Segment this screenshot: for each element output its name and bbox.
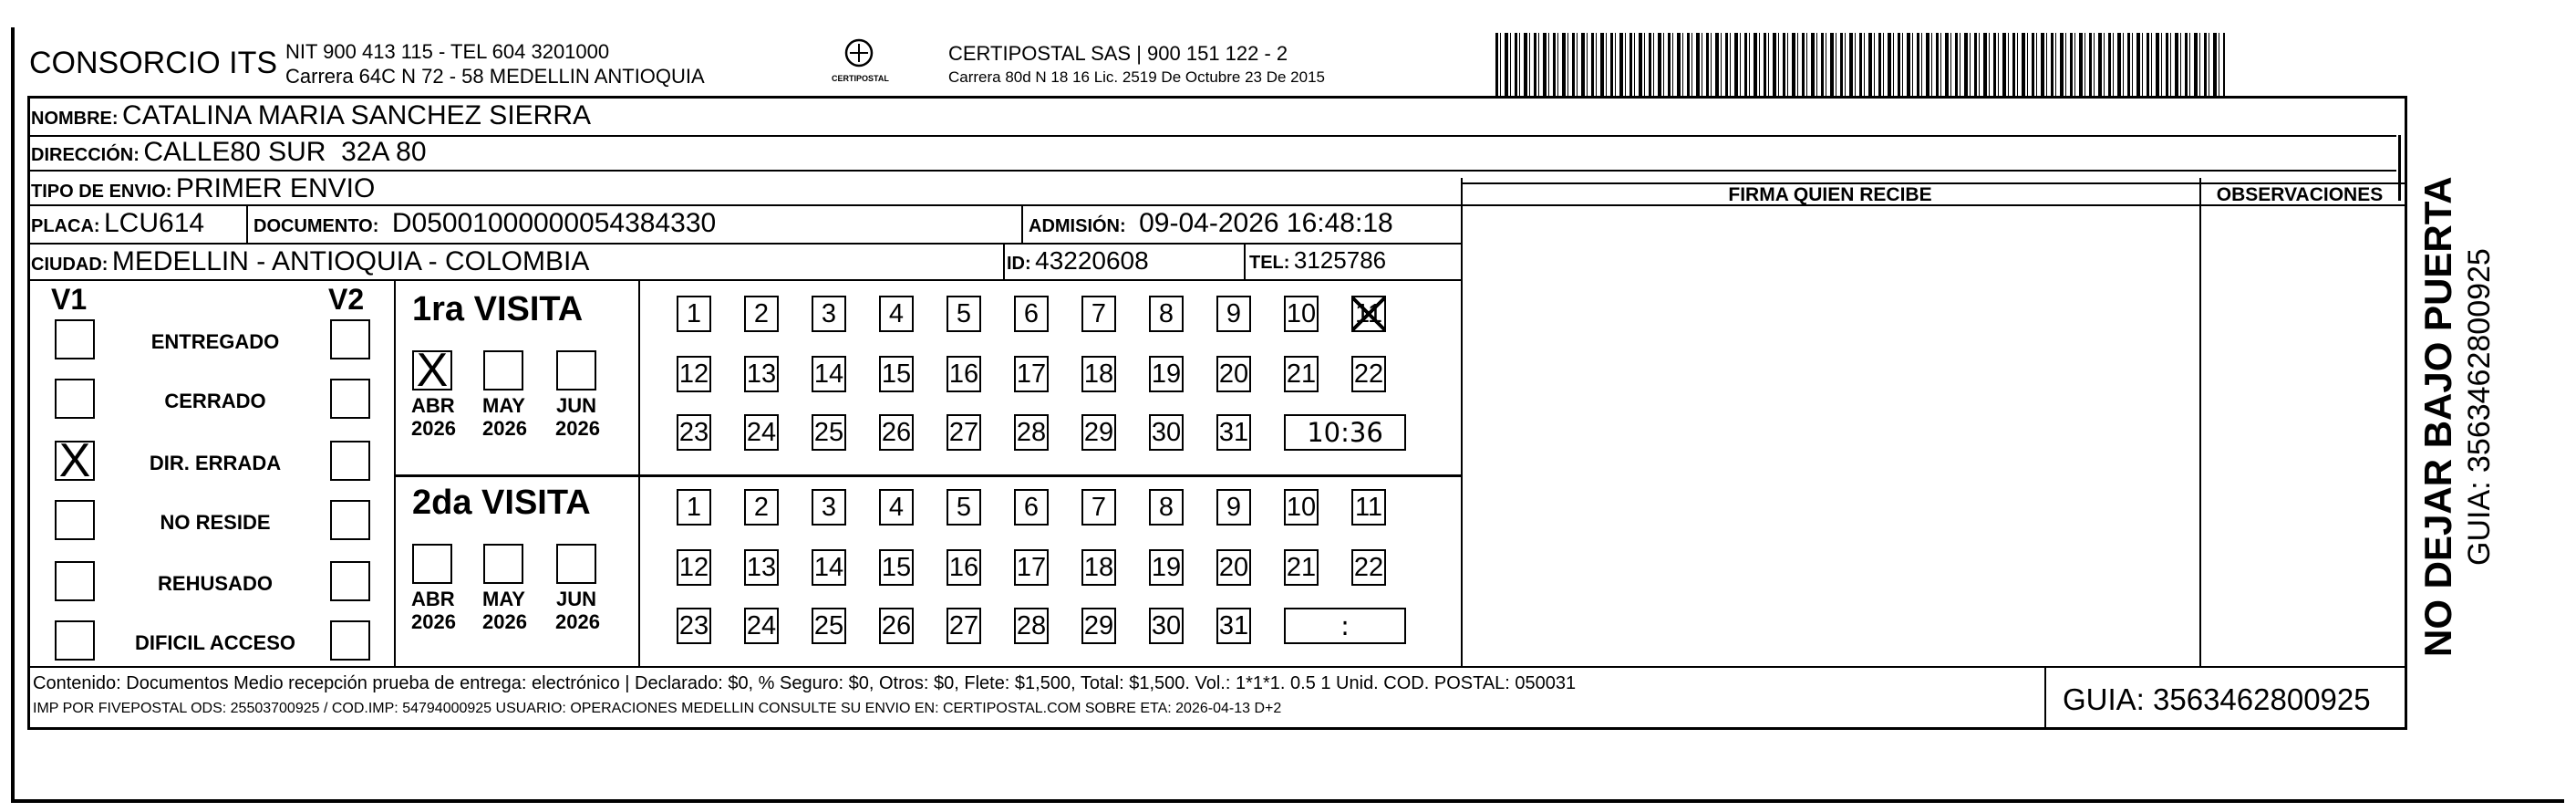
day-box[interactable]: 1: [677, 296, 711, 332]
day-box[interactable]: 15: [879, 549, 914, 586]
month-year: 2026: [555, 610, 600, 633]
company-nit: NIT 900 413 115 - TEL 604 3201000: [285, 40, 610, 63]
day-box[interactable]: 24: [744, 414, 779, 451]
day-box[interactable]: 5: [947, 489, 981, 526]
day-box[interactable]: 16: [947, 549, 981, 586]
ciudad-label: CIUDAD:: [31, 255, 109, 275]
tel-label: TEL:: [1249, 253, 1290, 273]
tel-value: 3125786: [1293, 246, 1387, 274]
v1-checkbox[interactable]: [55, 620, 95, 661]
placa-value: LCU614: [104, 208, 205, 238]
day-box[interactable]: 14: [812, 549, 846, 586]
day-box[interactable]: 22: [1351, 356, 1386, 392]
visita2-title: 2da VISITA: [412, 484, 591, 522]
day-box[interactable]: 20: [1216, 356, 1251, 392]
status-label: REHUSADO: [158, 572, 273, 595]
company-address: Carrera 64C N 72 - 58 MEDELLIN ANTIOQUIA: [285, 65, 705, 88]
status-label: DIR. ERRADA: [149, 452, 282, 474]
certipostal-logo: [832, 36, 889, 93]
nombre-value: CATALINA MARIA SANCHEZ SIERRA: [122, 100, 591, 130]
day-box[interactable]: 2: [744, 489, 779, 526]
v2-checkbox[interactable]: [330, 500, 370, 540]
v1-header: V1: [51, 283, 88, 316]
status-label: ENTREGADO: [150, 330, 280, 353]
day-box[interactable]: 9: [1216, 489, 1251, 526]
v1-checkbox[interactable]: [55, 379, 95, 419]
status-label: DIFICIL ACCESO: [134, 631, 295, 654]
day-box[interactable]: 16: [947, 356, 981, 392]
day-box[interactable]: 3: [812, 296, 846, 332]
nombre-field: [31, 100, 591, 131]
direccion-label: DIRECCIÓN:: [31, 145, 140, 165]
ciudad-field: [31, 246, 589, 277]
month-checkbox[interactable]: [412, 344, 452, 397]
day-box[interactable]: 14: [812, 356, 846, 392]
direccion-field: [31, 137, 427, 168]
documento-field: [253, 208, 716, 239]
month-label: [555, 394, 600, 440]
id-field: [1007, 246, 1149, 276]
footer-content: Contenido: Documentos Medio recepción prueba de entrega: electrónico | Declarado: $0, % Seguro: $0, Otros: $0, Flete: $1,500, Total: $1,500. Vol.: 1*1*1. 0.5 1 Unid. COD. POSTAL: 050031: [33, 673, 1577, 693]
day-box[interactable]: 31: [1216, 414, 1251, 451]
day-box[interactable]: 23: [677, 414, 711, 451]
nombre-label: NOMBRE:: [31, 109, 119, 129]
day-box[interactable]: 27: [947, 608, 981, 644]
month-label: [482, 394, 527, 440]
day-box[interactable]: 17: [1014, 549, 1049, 586]
day-box[interactable]: 18: [1081, 356, 1116, 392]
day-box[interactable]: 21: [1284, 549, 1319, 586]
day-box[interactable]: 10: [1284, 296, 1319, 332]
month-year: 2026: [482, 417, 527, 440]
day-box[interactable]: 19: [1149, 549, 1184, 586]
v2-checkbox[interactable]: [330, 319, 370, 359]
day-box[interactable]: 8: [1149, 489, 1184, 526]
day-box[interactable]: 19: [1149, 356, 1184, 392]
carrier-address: Carrera 80d N 18 16 Lic. 2519 De Octubre 23 De 2015: [948, 68, 1325, 86]
day-box[interactable]: 29: [1081, 608, 1116, 644]
month-name: JUN: [555, 394, 596, 417]
month-name: MAY: [482, 394, 525, 417]
admision-label: ADMISIÓN:: [1029, 216, 1126, 236]
status-label: NO RESIDE: [160, 511, 271, 534]
v2-checkbox[interactable]: [330, 561, 370, 601]
documento-label: DOCUMENTO:: [253, 216, 379, 236]
day-box[interactable]: 26: [879, 414, 914, 451]
placa-label: PLACA:: [31, 216, 100, 236]
visita1-title: 1ra VISITA: [412, 290, 584, 328]
logo-emblem-icon: [843, 36, 875, 69]
admision-field: [1029, 208, 1393, 239]
day-box[interactable]: 11: [1351, 489, 1386, 526]
day-box[interactable]: 6: [1014, 489, 1049, 526]
day-box[interactable]: 27: [947, 414, 981, 451]
day-box[interactable]: 7: [1081, 296, 1116, 332]
firma-header: FIRMA QUIEN RECIBE: [1728, 184, 1932, 205]
barcode: [1495, 33, 2225, 97]
day-box[interactable]: 4: [879, 489, 914, 526]
day-box[interactable]: 12: [677, 549, 711, 586]
day-box[interactable]: 10: [1284, 489, 1319, 526]
month-checkbox[interactable]: [483, 350, 523, 390]
month-year: 2026: [411, 610, 456, 633]
direccion-value: CALLE80 SUR 32A 80: [143, 137, 427, 167]
month-label: [482, 588, 527, 633]
v2-header: V2: [328, 283, 365, 316]
day-box[interactable]: 8: [1149, 296, 1184, 332]
month-name: MAY: [482, 588, 525, 610]
v1-checkbox[interactable]: [55, 561, 95, 601]
day-box[interactable]: 6: [1014, 296, 1049, 332]
documento-value: D05001000000054384330: [391, 208, 717, 238]
v2-checkbox[interactable]: [330, 379, 370, 419]
day-box[interactable]: 13: [744, 549, 779, 586]
month-label: [411, 394, 456, 440]
month-name: ABR: [411, 394, 455, 417]
id-label: ID:: [1007, 254, 1031, 274]
day-box[interactable]: 21: [1284, 356, 1319, 392]
month-label: [411, 588, 456, 633]
side-guia: GUIA: 3563462800925: [2462, 248, 2497, 566]
month-checkbox[interactable]: [483, 544, 523, 584]
tipo-envio-value: PRIMER ENVIO: [175, 173, 376, 203]
day-box[interactable]: 7: [1081, 489, 1116, 526]
day-box[interactable]: 31: [1216, 608, 1251, 644]
day-box[interactable]: 24: [744, 608, 779, 644]
day-box[interactable]: 22: [1351, 549, 1386, 586]
month-label: [555, 588, 600, 633]
day-box[interactable]: 30: [1149, 608, 1184, 644]
check-mark: X: [58, 434, 91, 487]
id-value: 43220608: [1035, 246, 1149, 275]
day-box[interactable]: 2: [744, 296, 779, 332]
time-box[interactable]: :: [1284, 608, 1406, 644]
day-box[interactable]: 30: [1149, 414, 1184, 451]
month-checkbox[interactable]: [556, 544, 596, 584]
carrier-name: CERTIPOSTAL SAS | 900 151 122 - 2: [948, 42, 1288, 65]
day-box[interactable]: 28: [1014, 608, 1049, 644]
tipo-envio-label: TIPO DE ENVIO:: [31, 182, 172, 202]
day-box[interactable]: 15: [879, 356, 914, 392]
day-box[interactable]: 25: [812, 414, 846, 451]
footer-guia: GUIA: 3563462800925: [2063, 682, 2371, 716]
month-name: JUN: [555, 588, 596, 610]
day-box[interactable]: 29: [1081, 414, 1116, 451]
v1-checkbox[interactable]: [55, 319, 95, 359]
ciudad-value: MEDELLIN - ANTIOQUIA - COLOMBIA: [111, 246, 590, 276]
day-box[interactable]: 20: [1216, 549, 1251, 586]
day-box[interactable]: 1: [677, 489, 711, 526]
observaciones-header: OBSERVACIONES: [2216, 184, 2384, 205]
tipo-envio-field: [31, 173, 375, 204]
month-name: ABR: [411, 588, 455, 610]
day-box[interactable]: 9: [1216, 296, 1251, 332]
v1-checkbox[interactable]: [55, 434, 95, 487]
placa-field: [31, 208, 204, 239]
month-year: 2026: [482, 610, 527, 633]
v1-checkbox[interactable]: [55, 500, 95, 540]
footer-imp: IMP POR FIVEPOSTAL ODS: 25503700925 / COD.IMP: 54794000925 USUARIO: OPERACIONES MEDELLIN CONSULTE SU ENVIO EN: CERTIPOSTAL.COM SOBRE ETA: 2026-04-13 D+2: [33, 701, 1282, 716]
side-warning: NO DEJAR BAJO PUERTA: [2416, 176, 2459, 657]
month-year: 2026: [555, 417, 600, 440]
day-box[interactable]: 12: [677, 356, 711, 392]
check-mark: X: [416, 344, 449, 397]
time-box[interactable]: 10:36: [1284, 414, 1406, 451]
day-box[interactable]: 3: [812, 489, 846, 526]
day-box[interactable]: 5: [947, 296, 981, 332]
month-year: 2026: [411, 417, 456, 440]
day-box[interactable]: 4: [879, 296, 914, 332]
admision-value: 09-04-2026 16:48:18: [1139, 208, 1393, 238]
day-box[interactable]: 26: [879, 608, 914, 644]
logo-text: CERTIPOSTAL: [832, 74, 889, 83]
day-box[interactable]: 17: [1014, 356, 1049, 392]
day-box[interactable]: 11: [1351, 296, 1386, 332]
day-box[interactable]: 13: [744, 356, 779, 392]
tel-field: [1249, 246, 1386, 275]
status-label: CERRADO: [164, 390, 266, 412]
v2-checkbox[interactable]: [330, 620, 370, 661]
month-checkbox[interactable]: [556, 350, 596, 390]
day-box[interactable]: 28: [1014, 414, 1049, 451]
month-checkbox[interactable]: [412, 544, 452, 584]
day-box[interactable]: 23: [677, 608, 711, 644]
company-name: CONSORCIO ITS: [29, 46, 278, 80]
v2-checkbox[interactable]: [330, 441, 370, 481]
day-box[interactable]: 25: [812, 608, 846, 644]
day-box[interactable]: 18: [1081, 549, 1116, 586]
